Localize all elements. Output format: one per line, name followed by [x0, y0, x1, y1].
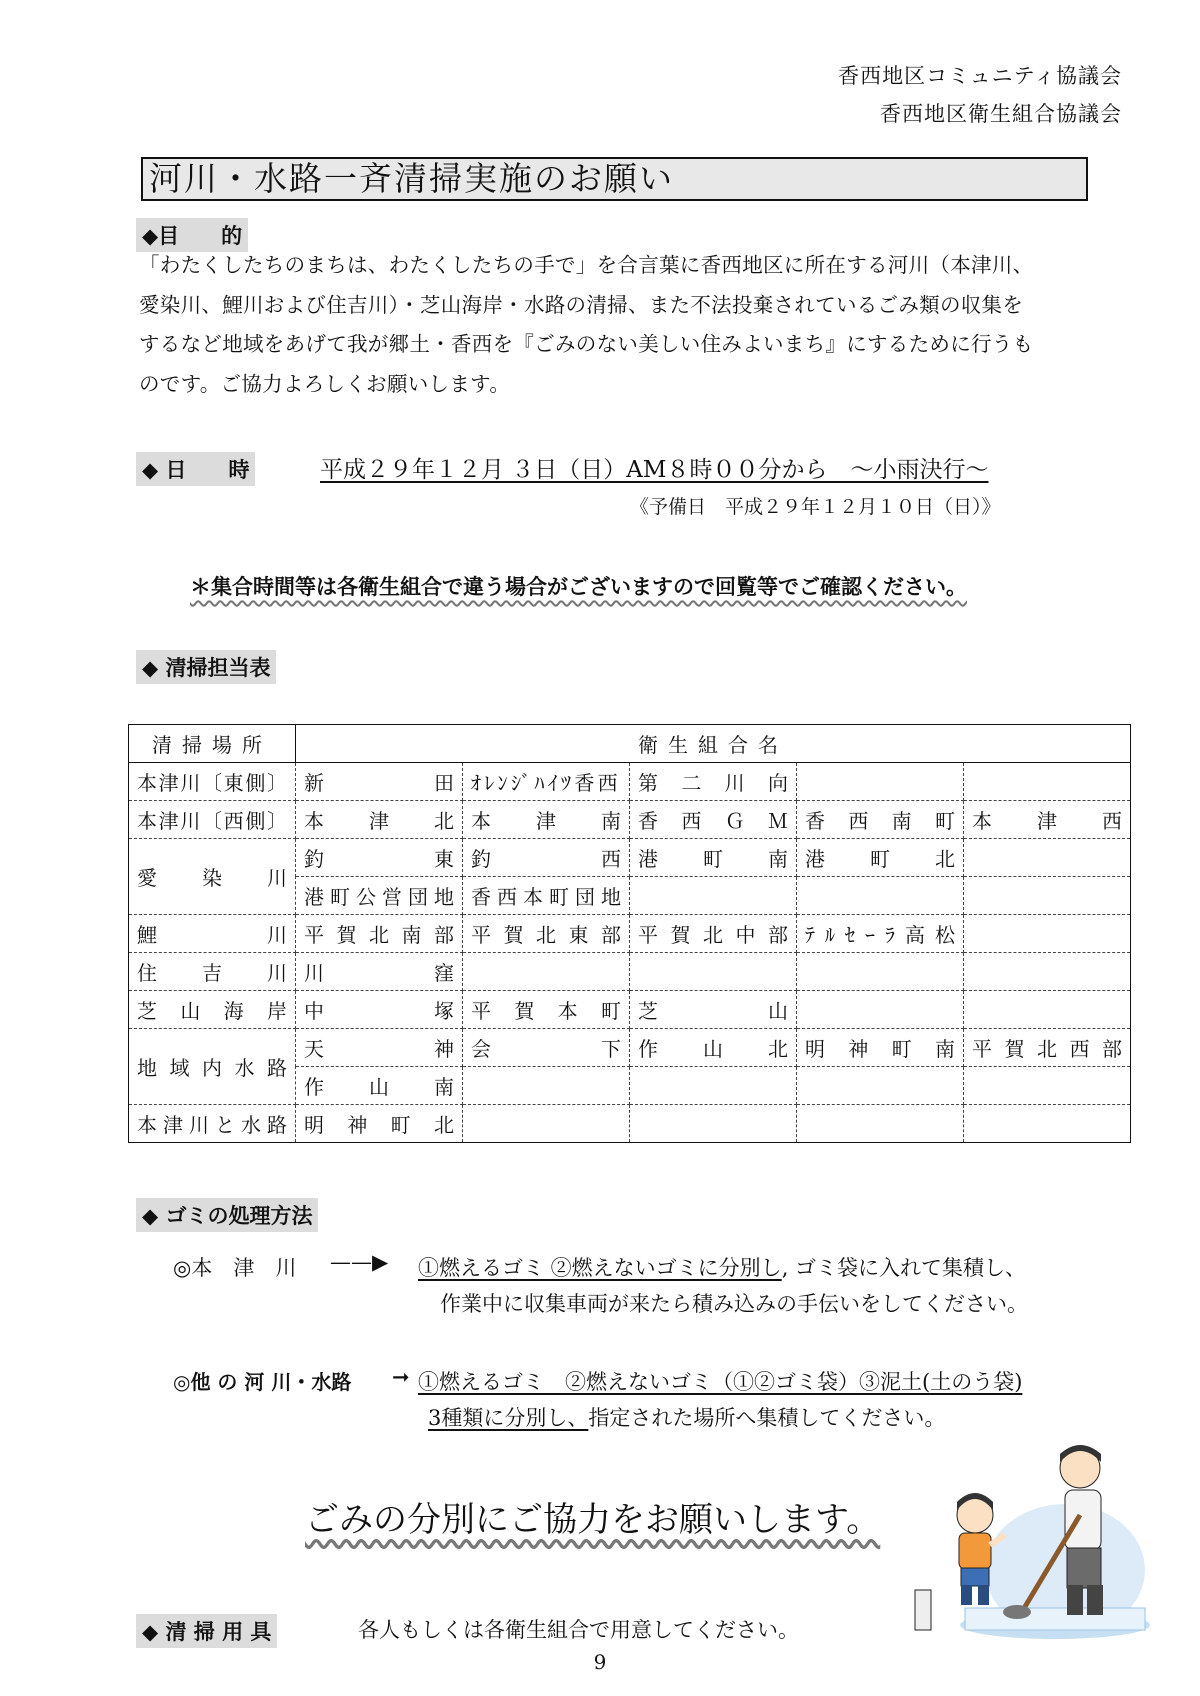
table-header-row — [129, 725, 1131, 763]
table-row — [129, 915, 1131, 953]
arrow-icon: ➞ — [392, 1365, 410, 1389]
union-cell — [463, 953, 630, 991]
arrow-icon: ——▶ — [330, 1250, 389, 1274]
union-cell: 本津南 — [463, 801, 630, 839]
union-cell — [964, 763, 1131, 801]
union-cell — [797, 763, 964, 801]
other-rivers-label: ◎他 の 河 川・水路 — [173, 1370, 352, 1394]
place-cell: 愛染川 — [129, 839, 296, 915]
org-community-council: 香西地区コミュニティ協議会 — [838, 64, 1122, 88]
union-cell: ﾃﾙｾｰﾗ高松 — [797, 915, 964, 953]
table-row — [129, 953, 1131, 991]
union-cell: 明神町北 — [296, 1105, 463, 1143]
union-cell — [797, 877, 964, 915]
union-cell: 港町北 — [797, 839, 964, 877]
union-cell: 香西南町 — [797, 801, 964, 839]
hontsu-label: ◎本 津 川 — [173, 1256, 297, 1280]
union-cell — [964, 839, 1131, 877]
union-cell: 明神町南 — [797, 1029, 964, 1067]
table-row — [129, 1029, 1131, 1067]
union-cell — [630, 953, 797, 991]
union-cell: 第二川向 — [630, 763, 797, 801]
union-cell — [964, 877, 1131, 915]
page-number: 9 — [593, 1650, 607, 1674]
col-header-place: 清掃場所 — [129, 725, 296, 763]
disposal-heading: ◆ ゴミの処理方法 — [136, 1198, 318, 1232]
purpose-line: 「わたくしたちのまちは、わたくしたちの手で」を合言葉に香西地区に所在する河川（本津川、 — [139, 253, 1034, 277]
purpose-line: するなど地域をあげて我が郷土・香西を『ごみのない美しい住みよいまち』にするために行うも — [139, 332, 1034, 356]
other-instruction-2 — [428, 1402, 945, 1432]
union-cell: 平賀本町 — [463, 991, 630, 1029]
place-cell: 芝山海岸 — [129, 991, 296, 1029]
union-cell: 釣東 — [296, 839, 463, 877]
schedule-heading: ◆ 日 時 — [136, 452, 255, 486]
duty-table-heading: ◆ 清掃担当表 — [136, 650, 276, 684]
union-cell — [797, 991, 964, 1029]
union-cell — [630, 1105, 797, 1143]
other-instruction-1: ①燃えるゴミ ②燃えないゴミ（①②ゴミ袋）③泥土(土のう袋) — [418, 1370, 1023, 1394]
event-datetime: 平成２９年１２月 ３日（日）AM８時００分から ～小雨決行～ — [320, 457, 989, 483]
purpose-line: のです。ご協力よろしくお願いします。 — [139, 371, 511, 396]
union-cell: 作山北 — [630, 1029, 797, 1067]
place-cell: 本津川と水路 — [129, 1105, 296, 1143]
duty-table — [128, 724, 1131, 1143]
place-cell: 地域内水路 — [129, 1029, 296, 1105]
river-cleanup-illustration — [905, 1440, 1150, 1645]
union-cell: 平賀北西部 — [964, 1029, 1131, 1067]
table-row — [129, 801, 1131, 839]
union-cell — [797, 953, 964, 991]
hontsu-sort-text: ①燃えるゴミ ②燃えないゴミに分別し — [418, 1256, 782, 1280]
union-cell — [630, 877, 797, 915]
union-cell: 香西本町団地 — [463, 877, 630, 915]
union-cell: 天神 — [296, 1029, 463, 1067]
union-cell — [964, 1067, 1131, 1105]
purpose-heading: ◆目 的 — [136, 218, 248, 252]
union-cell — [797, 1105, 964, 1143]
union-cell — [630, 1067, 797, 1105]
union-cell: 平賀北東部 — [463, 915, 630, 953]
tools-heading: ◆ 清 掃 用 具 — [136, 1614, 277, 1648]
union-cell: 釣西 — [463, 839, 630, 877]
col-header-union: 衛生組合名 — [296, 725, 1131, 763]
union-cell: 川窪 — [296, 953, 463, 991]
place-cell: 鯉川 — [129, 915, 296, 953]
union-cell: 香西ＧＭ — [630, 801, 797, 839]
union-cell: 中塚 — [296, 991, 463, 1029]
hontsu-instruction-1 — [418, 1252, 1026, 1282]
union-cell — [964, 1105, 1131, 1143]
union-cell — [964, 991, 1131, 1029]
union-cell: 港町南 — [630, 839, 797, 877]
union-cell: 港町公営団地 — [296, 877, 463, 915]
place-cell: 住吉川 — [129, 953, 296, 991]
union-cell — [463, 1105, 630, 1143]
union-cell — [463, 1067, 630, 1105]
other-collect-text: 指定された場所へ集積してください。 — [588, 1406, 946, 1430]
union-cell: 作山南 — [296, 1067, 463, 1105]
union-cell: 新田 — [296, 763, 463, 801]
union-cell — [797, 1067, 964, 1105]
table-row — [129, 991, 1131, 1029]
union-cell: 芝山 — [630, 991, 797, 1029]
thanks-message: ごみの分別にご協力をお願いします。 — [305, 1500, 881, 1540]
table-row — [129, 839, 1131, 877]
org-sanitation-council: 香西地区衛生組合協議会 — [880, 102, 1122, 126]
hontsu-instruction-2: 作業中に収集車両が来たら積み込みの手伝いをしてください。 — [440, 1292, 1028, 1316]
tools-text: 各人もしくは各衛生組合で用意してください。 — [358, 1618, 799, 1642]
reserve-date: 《予備日 平成２９年１２月１０日（日）》 — [630, 496, 1001, 518]
union-cell — [964, 953, 1131, 991]
purpose-text — [139, 246, 1099, 404]
union-cell: 本津西 — [964, 801, 1131, 839]
union-cell — [964, 915, 1131, 953]
other-sort-text: 3種類に分別し、 — [428, 1406, 589, 1430]
union-cell: 本津北 — [296, 801, 463, 839]
union-cell: 平賀北中部 — [630, 915, 797, 953]
table-row — [129, 1105, 1131, 1143]
place-cell: 本津川〔西側〕 — [129, 801, 296, 839]
place-cell: 本津川〔東側〕 — [129, 763, 296, 801]
assembly-time-note: ＊集合時間等は各衛生組合で違う場合がございますので回覧等でご確認ください。 — [190, 575, 967, 599]
union-cell: 平賀北南部 — [296, 915, 463, 953]
union-cell: ｵﾚﾝｼﾞﾊｲﾂ香西 — [463, 763, 630, 801]
purpose-line: 愛染川、鯉川および住吉川）・芝山海岸・水路の清掃、また不法投棄されているごみ類の収集を — [139, 292, 1024, 317]
page-title: 河川・水路一斉清掃実施のお願い — [141, 157, 1088, 201]
hontsu-collect-text: , ゴミ袋に入れて集積し、 — [781, 1256, 1027, 1280]
union-cell: 会下 — [463, 1029, 630, 1067]
table-row — [129, 763, 1131, 801]
